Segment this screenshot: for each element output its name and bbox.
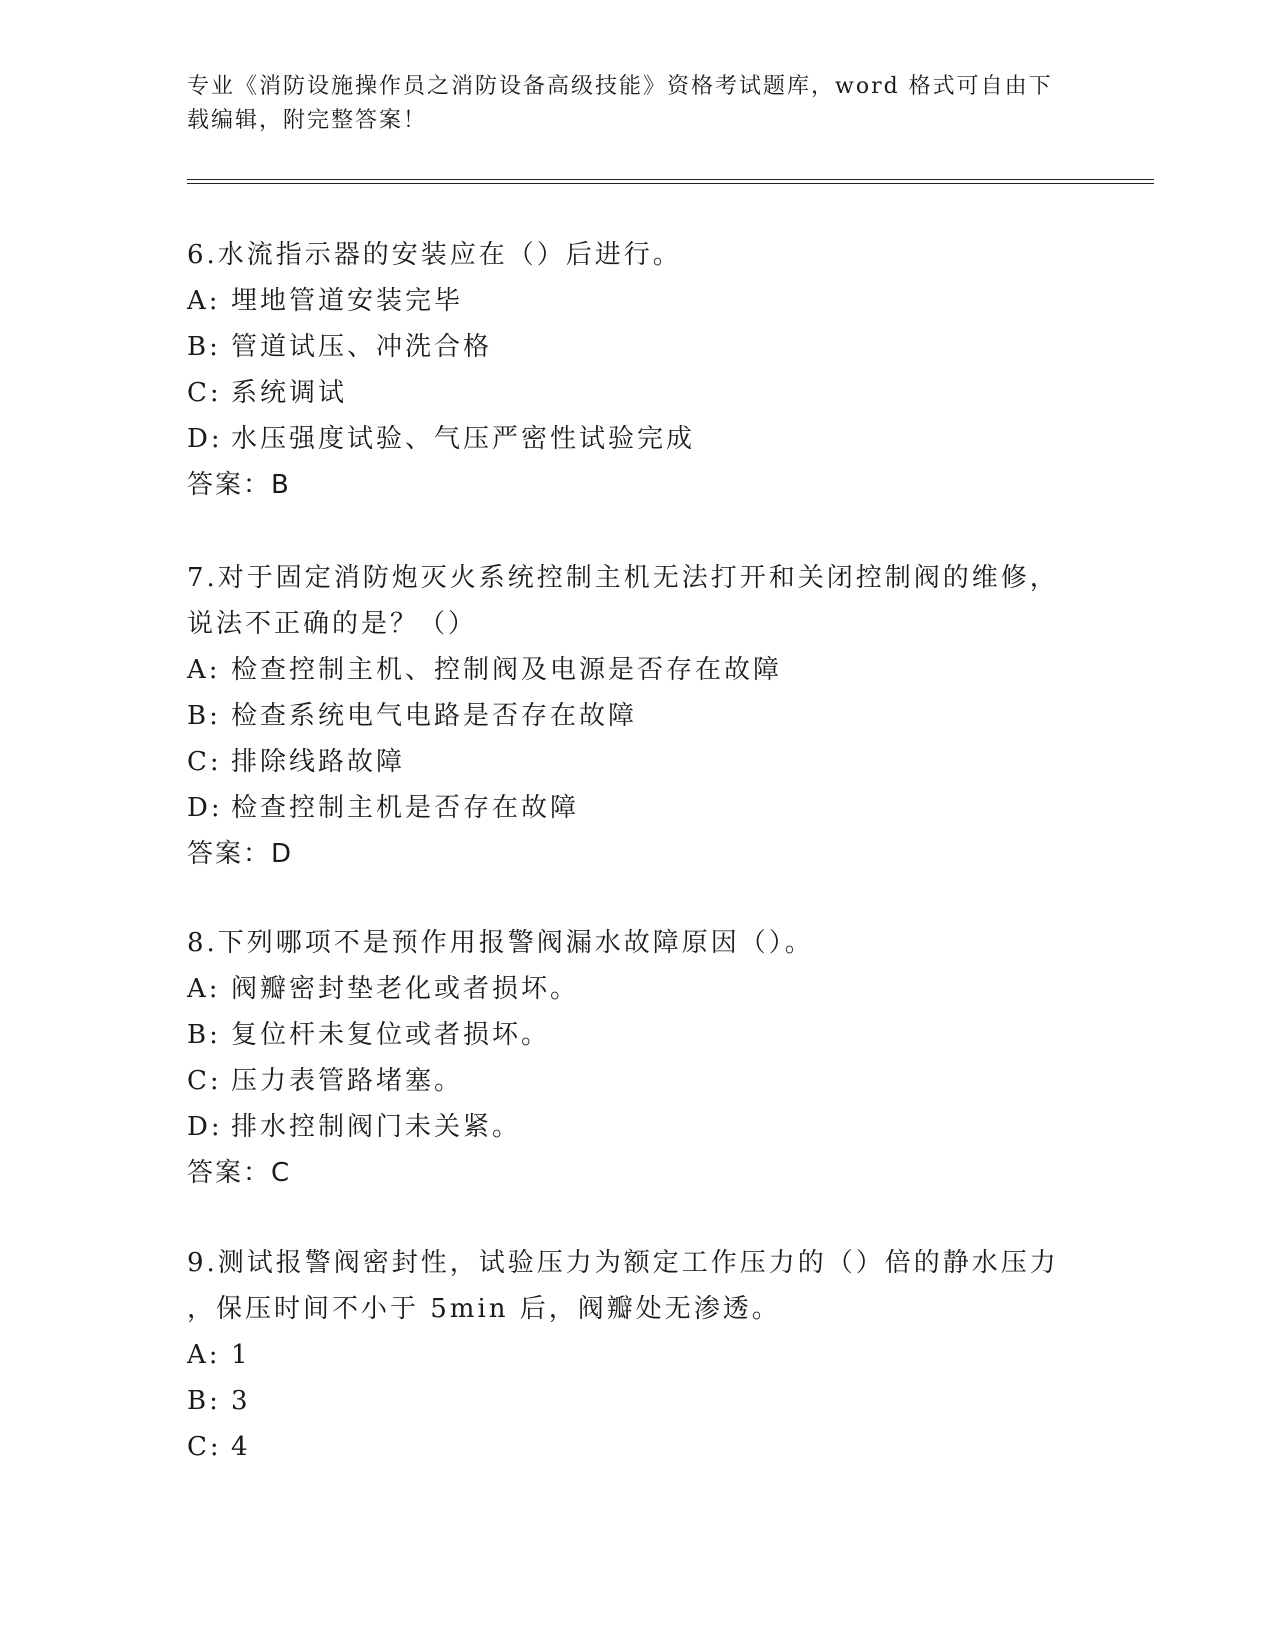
option-c — [187, 1424, 1087, 1470]
option-a — [187, 278, 1087, 324]
option-text: 排水控制阀门未关紧。 — [231, 1112, 522, 1142]
option-b — [187, 1378, 1087, 1424]
option-a — [187, 1332, 1087, 1378]
question-stem-line-1: 7.对于固定消防炮灭火系统控制主机无法打开和关闭控制阀的维修， — [187, 563, 1059, 593]
option-letter: C: — [187, 1432, 222, 1462]
question-8 — [187, 920, 1087, 1196]
option-text: 1 — [231, 1340, 251, 1370]
option-letter: D: — [187, 424, 223, 454]
document-header — [187, 70, 1067, 138]
option-letter: C: — [187, 1066, 222, 1096]
question-stem-line-2: 说法不正确的是？（） — [187, 609, 478, 639]
option-text: 系统调试 — [231, 378, 348, 408]
question-stem-line-2: ，保压时间不小于 5min 后，阀瓣处无渗透。 — [187, 1294, 781, 1324]
option-a — [187, 647, 1087, 693]
option-letter: B: — [187, 701, 221, 731]
option-b — [187, 693, 1087, 739]
header-divider-top — [187, 179, 1154, 180]
header-line-2: 载编辑，附完整答案！ — [187, 108, 428, 133]
option-text: 压力表管路堵塞。 — [231, 1066, 464, 1096]
option-text: 4 — [231, 1432, 251, 1462]
answer-line: 答案：B — [187, 470, 291, 500]
option-letter: D: — [187, 1112, 223, 1142]
option-d — [187, 1104, 1087, 1150]
option-text: 排除线路故障 — [231, 747, 406, 777]
option-text: 检查系统电气电路是否存在故障 — [231, 701, 638, 731]
option-letter: B: — [187, 1386, 221, 1416]
question-stem: 8.下列哪项不是预作用报警阀漏水故障原因（）。 — [187, 928, 814, 958]
option-text: 埋地管道安装完毕 — [231, 286, 464, 316]
header-line-1: 专业《消防设施操作员之消防设备高级技能》资格考试题库，word 格式可自由下 — [187, 74, 1053, 99]
option-letter: A: — [187, 655, 221, 685]
option-letter: C: — [187, 747, 222, 777]
question-stem: 6.水流指示器的安装应在（）后进行。 — [187, 240, 682, 270]
option-letter: D: — [187, 793, 223, 823]
option-text: 管道试压、冲洗合格 — [231, 332, 493, 362]
question-stem-line-1: 9.测试报警阀密封性，试验压力为额定工作压力的（）倍的静水压力 — [187, 1248, 1059, 1278]
option-letter: B: — [187, 332, 221, 362]
option-letter: A: — [187, 286, 221, 316]
option-letter: B: — [187, 1020, 221, 1050]
option-text: 检查控制主机是否存在故障 — [231, 793, 580, 823]
header-divider-bottom — [187, 183, 1154, 184]
option-b — [187, 324, 1087, 370]
option-text: 复位杆未复位或者损坏。 — [231, 1020, 551, 1050]
option-text: 检查控制主机、控制阀及电源是否存在故障 — [231, 655, 783, 685]
option-d — [187, 416, 1087, 462]
option-letter: A: — [187, 1340, 221, 1370]
option-a — [187, 966, 1087, 1012]
answer-line: 答案：D — [187, 839, 294, 869]
option-text: 水压强度试验、气压严密性试验完成 — [231, 424, 696, 454]
question-9 — [187, 1240, 1087, 1470]
answer-line: 答案：C — [187, 1158, 292, 1188]
question-7 — [187, 555, 1087, 877]
option-letter: C: — [187, 378, 222, 408]
question-6 — [187, 232, 1087, 508]
option-c — [187, 1058, 1087, 1104]
option-text: 阀瓣密封垫老化或者损坏。 — [231, 974, 580, 1004]
option-letter: A: — [187, 974, 221, 1004]
option-text: 3 — [231, 1386, 251, 1416]
option-d — [187, 785, 1087, 831]
option-b — [187, 1012, 1087, 1058]
option-c — [187, 370, 1087, 416]
option-c — [187, 739, 1087, 785]
